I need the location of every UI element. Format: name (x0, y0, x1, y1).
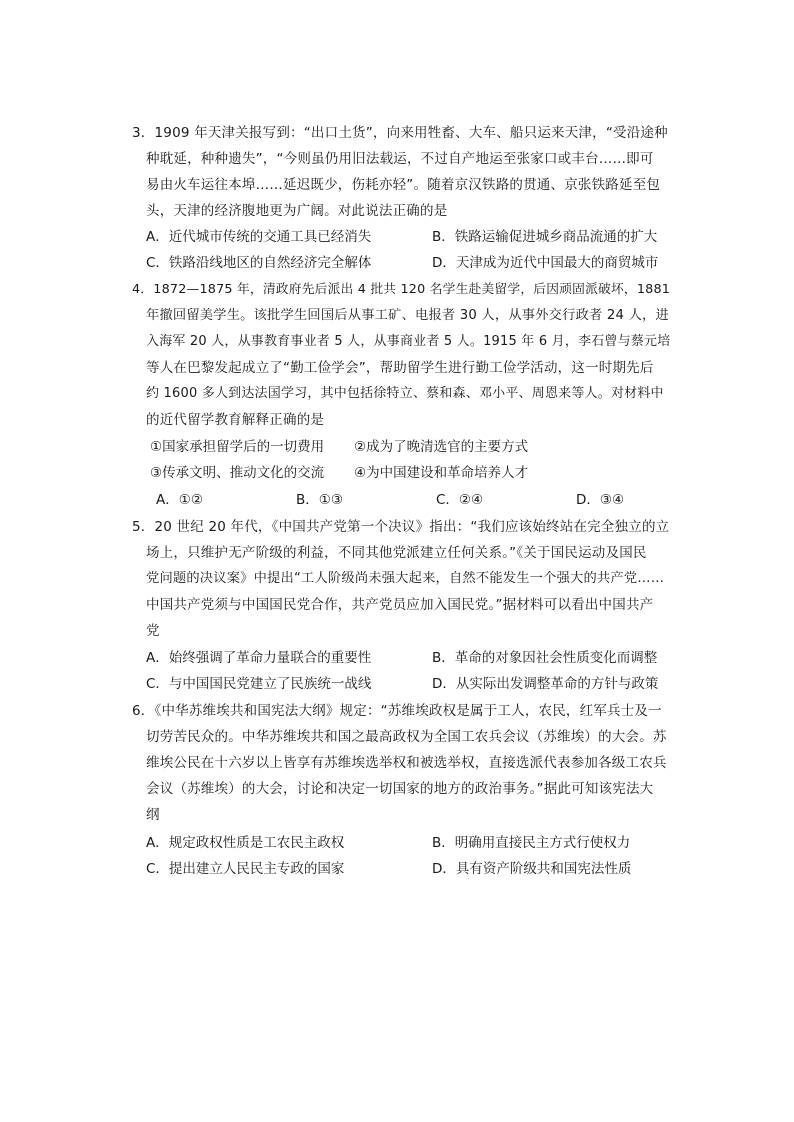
question-5-line-4: 中国共产党须与中国国民党合作，共产党员应加入国民党。”据材料可以看出中国共产 (146, 597, 654, 613)
question-4-line-3: 入海军 20 人，从事教育事业者 5 人，从事商业者 5 人。1915 年 6 月，李石曾与蔡元培 (146, 334, 671, 349)
question-4-line-6: 的近代留学教育解释正确的是 (146, 412, 325, 428)
question-3-option-c: C．铁路沿线地区的自然经济完全解体 (146, 255, 372, 271)
question-6-line-5: 纲 (146, 807, 160, 823)
question-6-option-a: A．规定政权性质是工农民主政权 (146, 835, 345, 851)
question-3-option-a: A．近代城市传统的交通工具已经消失 (146, 229, 372, 245)
question-5-option-a: A．始终强调了革命力量联合的重要性 (146, 650, 372, 666)
question-4-option-c: C．②④ (436, 492, 484, 508)
question-3-line-3: 易由火车运往本埠……延迟既少，伤耗亦轻”。随着京汉铁路的贯通、京张铁路延至包 (146, 177, 661, 193)
question-5-option-b: B．革命的对象因社会性质变化而调整 (432, 650, 658, 666)
question-3-option-b: B．铁路运输促进城乡商品流通的扩大 (432, 229, 658, 245)
question-4-line-1: 4．1872—1875 年，清政府先后派出 4 批共 120 名学生赴美留学，后因顽固派破坏，1881 (132, 282, 671, 297)
question-6-line-3: 维埃公民在十六岁以上皆享有苏维埃选举权和被选举权，直接选派代表参加各级工农兵 (146, 755, 667, 771)
question-4-line-5: 约 1600 多人到达法国学习，其中包括徐特立、蔡和森、邓小平、周恩来等人。对材料中 (146, 386, 664, 401)
question-4-line-2: 年撤回留美学生。该批学生回国后从事工矿、电报者 30 人，从事外交行政者 24 人，进 (146, 308, 669, 323)
question-5-line-2: 场上，只维护无产阶级的利益，不同其他党派建立任何关系。”《关于国民运动及国民 (146, 545, 647, 561)
question-5-option-d: D．从实际出发调整革命的方针与政策 (432, 676, 659, 692)
question-4-option-b: B．①③ (296, 492, 343, 508)
question-4-statement-2: ②成为了晚清选官的主要方式 (354, 439, 529, 455)
question-4-statement-3: ③传承文明、推动文化的交流 (150, 465, 325, 481)
question-6-line-2: 切劳苦民众的。中华苏维埃共和国之最高政权为全国工农兵会议（苏维埃）的大会。苏 (146, 729, 667, 745)
question-6-line-4: 会议（苏维埃）的大会，讨论和决定一切国家的地方的政治事务。”据此可知该宪法大 (146, 781, 654, 797)
question-6-option-b: B．明确用直接民主方式行使权力 (432, 835, 631, 851)
question-5-line-3: 党问题的决议案》中提出“工人阶级尚未强大起来，自然不能发生一个强大的共产党…… (146, 571, 665, 586)
question-3-line-4: 头，天津的经济腹地更为广阔。对此说法正确的是 (146, 203, 448, 219)
question-6-option-c: C．提出建立人民民主专政的国家 (146, 861, 345, 877)
question-3-line-2: 种耽延，种种遗失”，“今则虽仍用旧法载运，不过自产地运至张家口或丰台……即可 (146, 151, 654, 167)
question-4-statement-4: ④为中国建设和革命培养人才 (354, 465, 529, 481)
question-6-line-1: 6．《中华苏维埃共和国宪法大纲》规定：“苏维埃政权是属于工人，农民，红军兵士及一 (132, 703, 662, 719)
question-3-option-d: D．天津成为近代中国最大的商贸城市 (432, 255, 659, 271)
question-4-option-a: A．①② (156, 492, 203, 508)
question-3-line-1: 3．1909 年天津关报写到：“出口土货”，向来用牲畜、大车、船只运来天津，“受沿途种 (132, 125, 668, 141)
question-6-option-d: D．具有资产阶级共和国宪法性质 (432, 861, 632, 877)
question-4-statement-1: ①国家承担留学后的一切费用 (150, 439, 325, 455)
question-4-line-4: 等人在巴黎发起成立了“勤工俭学会”，帮助留学生进行勤工俭学活动，这一时期先后 (146, 360, 654, 376)
question-4-option-d: D．③④ (576, 492, 625, 508)
question-5-line-5: 党 (146, 623, 160, 639)
question-5-line-1: 5．20 世纪 20 年代，《中国共产党第一个决议》指出：“我们应该始终站在完全独立的立 (132, 519, 670, 535)
question-5-option-c: C．与中国国民党建立了民族统一战线 (146, 676, 372, 692)
